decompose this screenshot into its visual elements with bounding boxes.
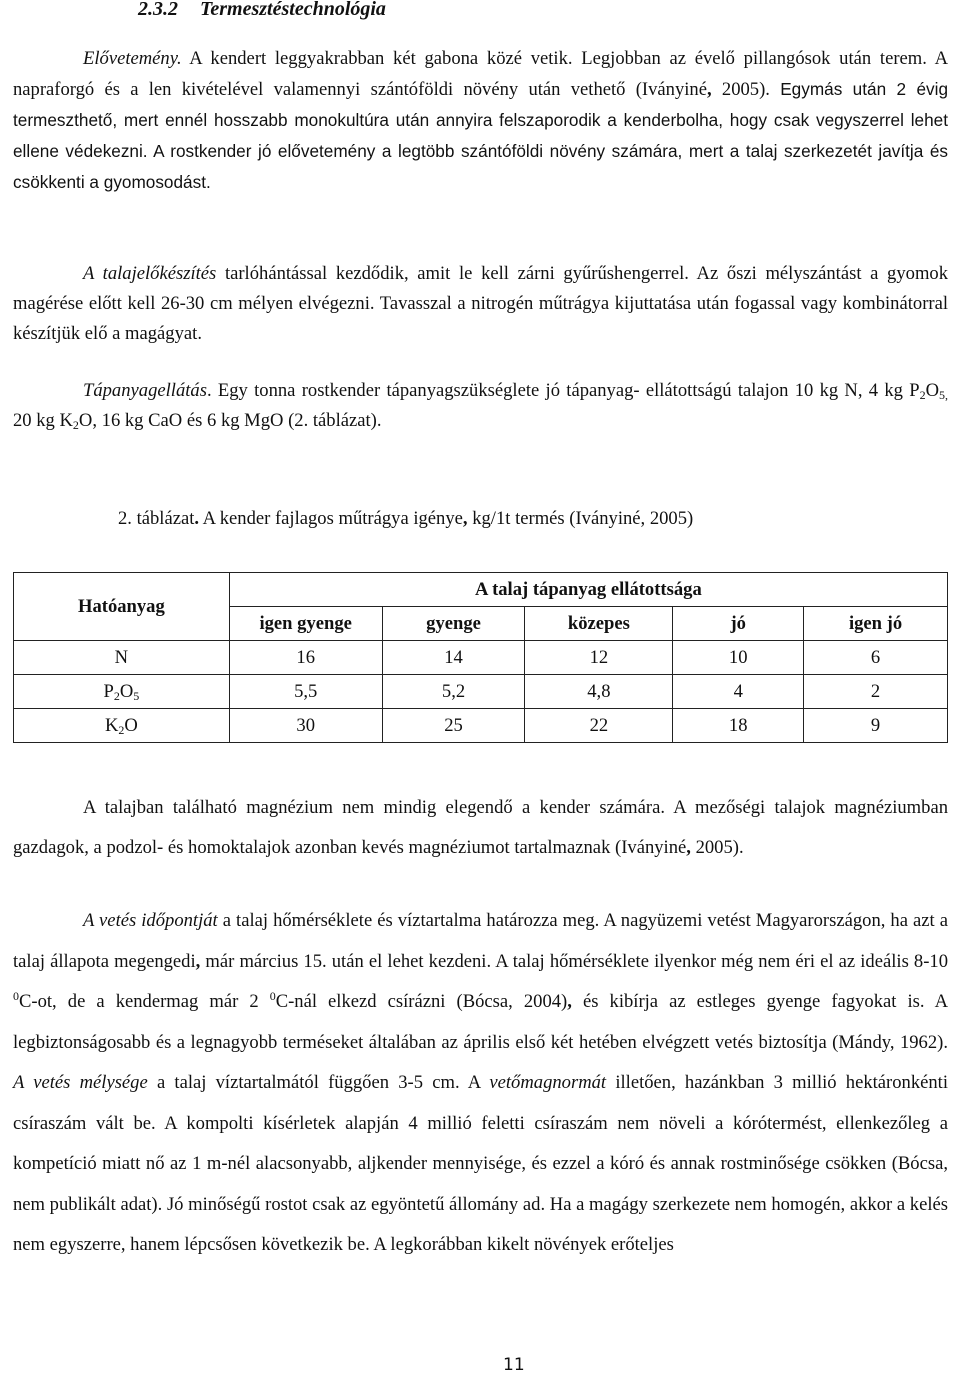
table-row bbox=[14, 709, 948, 743]
term-previous-crop: Elővetemény. bbox=[83, 48, 182, 69]
term-sowing-depth: A vetés mélysége bbox=[13, 1072, 148, 1093]
table-cell: 30 bbox=[229, 709, 382, 743]
paragraph-previous-crop: Elővetemény. A kendert leggyakrabban két gabona közé vetik. Legjobban az évelő pillangósok után terem. A napraforgó és a len kivételével valamennyi szántóföldi növény után vethető (Iványiné, 2005). Egymás után 2 évig termeszthető, mert ennél hosszabb monokultúra után annyira felszaporodik a kenderbolha, hogy csak vegyszerrel lehet ellene védekezni. A rostkender jó elővetemény a legtöbb szántóföldi növény számára, mert a talaj szerkezetét javítja és csökkenti a gyomosodást. bbox=[13, 48, 949, 192]
paragraph-soil-preparation: A talajelőkészítés tarlóhántással kezdődik, amit le kell zárni gyűrűshengerrel. Az őszi mélyszántást a gyomok magérése előtt kell 26-30 cm mélyen elvégezni. Tavasszal a nitrogén műtrágya kijuttatása után fogassal vagy kombinátorral készítjük elő a magágyat. bbox=[13, 263, 948, 344]
table-cell: 22 bbox=[525, 709, 673, 743]
table-cell: 5,2 bbox=[382, 675, 525, 709]
term-sowing-time: A vetés időpontját bbox=[83, 910, 218, 931]
column-header: gyenge bbox=[382, 607, 525, 641]
table-cell: 9 bbox=[804, 709, 948, 743]
header-active-ingredient: Hatóanyag bbox=[14, 573, 230, 641]
column-header: közepes bbox=[525, 607, 673, 641]
table-cell: 2 bbox=[804, 675, 948, 709]
table-cell: 10 bbox=[673, 641, 804, 675]
table-cell: 16 bbox=[229, 641, 382, 675]
table-cell: 6 bbox=[804, 641, 948, 675]
row-label: $K_2O$ bbox=[14, 709, 230, 743]
term-nutrient-supply: Tápanyagellátás bbox=[83, 380, 207, 401]
header-soil-supply: A talaj tápanyag ellátottsága bbox=[229, 573, 947, 607]
table-cell: 18 bbox=[673, 709, 804, 743]
paragraph-sowing: A vetés időpontját a talaj hőmérséklete és víztartalma határozza meg. A nagyüzemi vetést Magyarországon, ha azt a talaj állapota megengedi, már március 15. után el lehet kezdeni. A talaj hőmérséklete ilyenkor még nem éri el az ideális 8-10 $^0$C-ot, de a kendermag már 2 $^0$C-nál elkezd csírázni (Bócsa, 2004), és kibírja az estleges gyenge fagyokat is. A legbiztonságosabb és a legnagyobb terméseket általában az április első két hetében elvégzett vetés biztosítja (Mándy, 1962). A vetés mélysége a talaj víztartalmától függően 3-5 cm. A vetőmagnormát illetően, hazánkban 3 millió hektáronkénti csíraszám vált be. A kompolti kísérletek alapján 4 millió feletti csíraszám nem növeli a kórótermést, ellenkezőleg a kompetíció miatt nő az 1 m-nél alacsonyabb, aljkender mennyisége, és ezzel a kóró és annak rostminősége csökken (Bócsa, nem publikált adat). Jó minőségű rostot csak az egyöntetű állomány ad. Ha a magágy szerkezete nem homogén, akkor a kelés nem egyszerre, hanem lépcsősen következik be. A legkorábban kikelt növények erőteljes bbox=[13, 910, 949, 1255]
section-heading bbox=[138, 0, 386, 21]
paragraph-magnesium: A talajban található magnézium nem mindig elegendő a kender számára. A mezőségi talajok magnéziumban gazdagok, a podzol- és homoktalajok azonban kevés magnéziumot tartalmaznak (Iványiné, 2005). bbox=[13, 797, 948, 858]
section-number: 2.3.2 bbox=[138, 0, 178, 20]
column-header: igen gyenge bbox=[229, 607, 382, 641]
term-soil-preparation: A talajelőkészítés bbox=[83, 263, 217, 284]
table-caption: 2. táblázat. A kender fajlagos műtrágya igénye, kg/1t termés (Iványiné, 2005) bbox=[118, 508, 694, 529]
row-label: $P_2O_5$ bbox=[14, 675, 230, 709]
table-row bbox=[14, 641, 948, 675]
table-row bbox=[14, 675, 948, 709]
table-cell: 14 bbox=[382, 641, 525, 675]
section-title: Termesztéstechnológia bbox=[200, 0, 386, 20]
table-cell: 4,8 bbox=[525, 675, 673, 709]
table-cell: 25 bbox=[382, 709, 525, 743]
fertilizer-table bbox=[13, 572, 948, 743]
paragraph-nutrient-supply: Tápanyagellátás. Egy tonna rostkender tápanyagszükséglete jó tápanyag- ellátottságú talajon 10 kg N, 4 kg $P_2O_{5,}$ 20 kg $K_2O$, 16 kg CaO és 6 kg MgO (2. táblázat). bbox=[13, 380, 948, 432]
table-cell: 12 bbox=[525, 641, 673, 675]
term-seed-rate: vetőmagnormát bbox=[489, 1072, 607, 1093]
page-number: 11 bbox=[503, 1355, 525, 1375]
column-header: jó bbox=[673, 607, 804, 641]
table-cell: 4 bbox=[673, 675, 804, 709]
row-label: N bbox=[14, 641, 230, 675]
sans-passage: Egymás után 2 évig termeszthető, mert ennél hosszabb monokultúra után annyira felszaporodik a kenderbolha, hogy csak vegyszerrel lehet ellene védekezni. A rostkender jó elővetemény a legtöbb szántóföldi növény számára, mert a talaj szerkezetét javítja és csökkenti a gyomosodást. bbox=[13, 79, 949, 192]
table-cell: 5,5 bbox=[229, 675, 382, 709]
column-header: igen jó bbox=[804, 607, 948, 641]
